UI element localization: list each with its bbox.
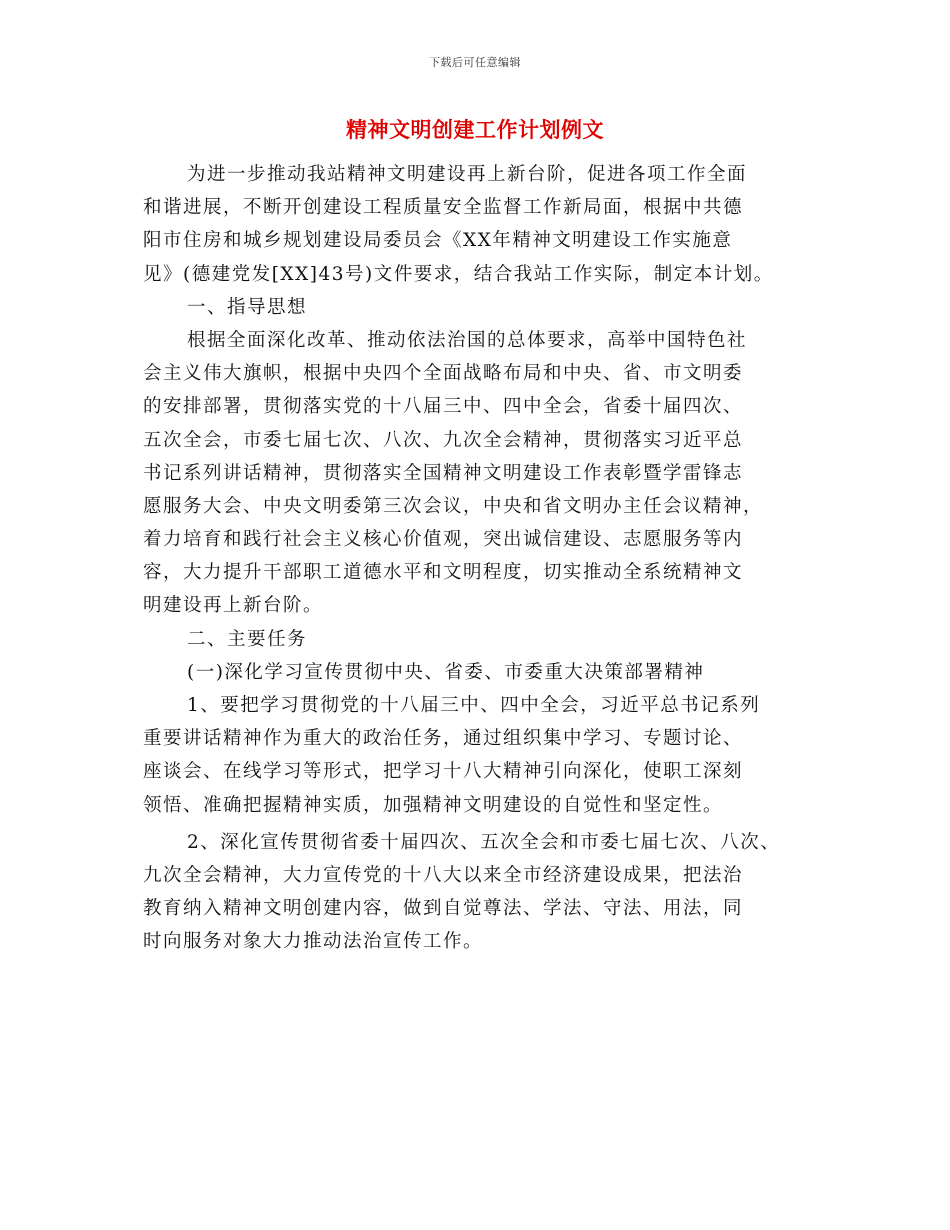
document-body: [143, 158, 823, 959]
section-heading-main-tasks: 二、主要任务: [187, 628, 308, 650]
document-title: 精神文明创建工作计划例文: [346, 117, 604, 142]
paragraph-line: 书记系列讲话精神，贯彻落实全国精神文明建设工作表彰暨学雷锋志: [143, 462, 744, 484]
paragraph-line: 座谈会、在线学习等形式，把学习十八大精神引向深化，使职工深刻: [143, 761, 744, 783]
paragraph-line: 着力培育和践行社会主义核心价值观，突出诚信建设、志愿服务等内: [143, 529, 744, 551]
paragraph-line: 的安排部署，贯彻落实党的十八届三中、四中全会，省委十届四次、: [143, 396, 744, 418]
paragraph-line: 领悟、准确把握精神实质，加强精神文明建设的自觉性和坚定性。: [143, 794, 724, 816]
paragraph-line: 和谐进展，不断开创建设工程质量安全监督工作新局面，根据中共德: [143, 197, 744, 219]
paragraph-line: 五次全会，市委七届七次、八次、九次全会精神，贯彻落实习近平总: [143, 429, 744, 451]
paragraph-line: 阳市住房和城乡规划建设局委员会《XX年精神文明建设工作实施意: [143, 230, 733, 252]
paragraph-line: 会主义伟大旗帜，根据中央四个全面战略布局和中央、省、市文明委: [143, 363, 744, 385]
paragraph-line: 容，大力提升干部职工道德水平和文明程度，切实推动全系统精神文: [143, 562, 744, 584]
section-heading-guiding-ideology: 一、指导思想: [187, 296, 308, 318]
paragraph-line: 愿服务大会、中央文明委第三次会议，中央和省文明办主任会议精神，: [143, 495, 764, 517]
header-note: 下载后可任意编辑: [429, 56, 521, 69]
paragraph-line: 见》(德建党发[XX]43号)文件要求，结合我站工作实际，制定本计划。: [143, 263, 774, 285]
paragraph-line: 为进一步推动我站精神文明建设再上新台阶，促进各项工作全面: [187, 164, 748, 185]
paragraph-line: 时向服务对象大力推动法治宣传工作。: [143, 931, 484, 953]
paragraph-line: 1、要把学习贯彻党的十八届三中、四中全会，习近平总书记系列: [187, 695, 761, 716]
paragraph-line: 明建设再上新台阶。: [143, 595, 324, 617]
paragraph-line: 重要讲话精神作为重大的政治任务，通过组织集中学习、专题讨论、: [143, 728, 744, 750]
paragraph-line: 教育纳入精神文明创建内容，做到自觉尊法、学法、守法、用法，同: [143, 898, 744, 920]
paragraph-line: 根据全面深化改革、推动依法治国的总体要求，高举中国特色社: [187, 329, 748, 351]
paragraph-line: 九次全会精神，大力宣传党的十八大以来全市经济建设成果，把法治: [143, 864, 744, 886]
paragraph-line: 2、深化宣传贯彻省委十届四次、五次全会和市委七届七次、八次、: [187, 831, 781, 853]
subsection-heading: (一)深化学习宣传贯彻中央、省委、市委重大决策部署精神: [187, 661, 705, 683]
